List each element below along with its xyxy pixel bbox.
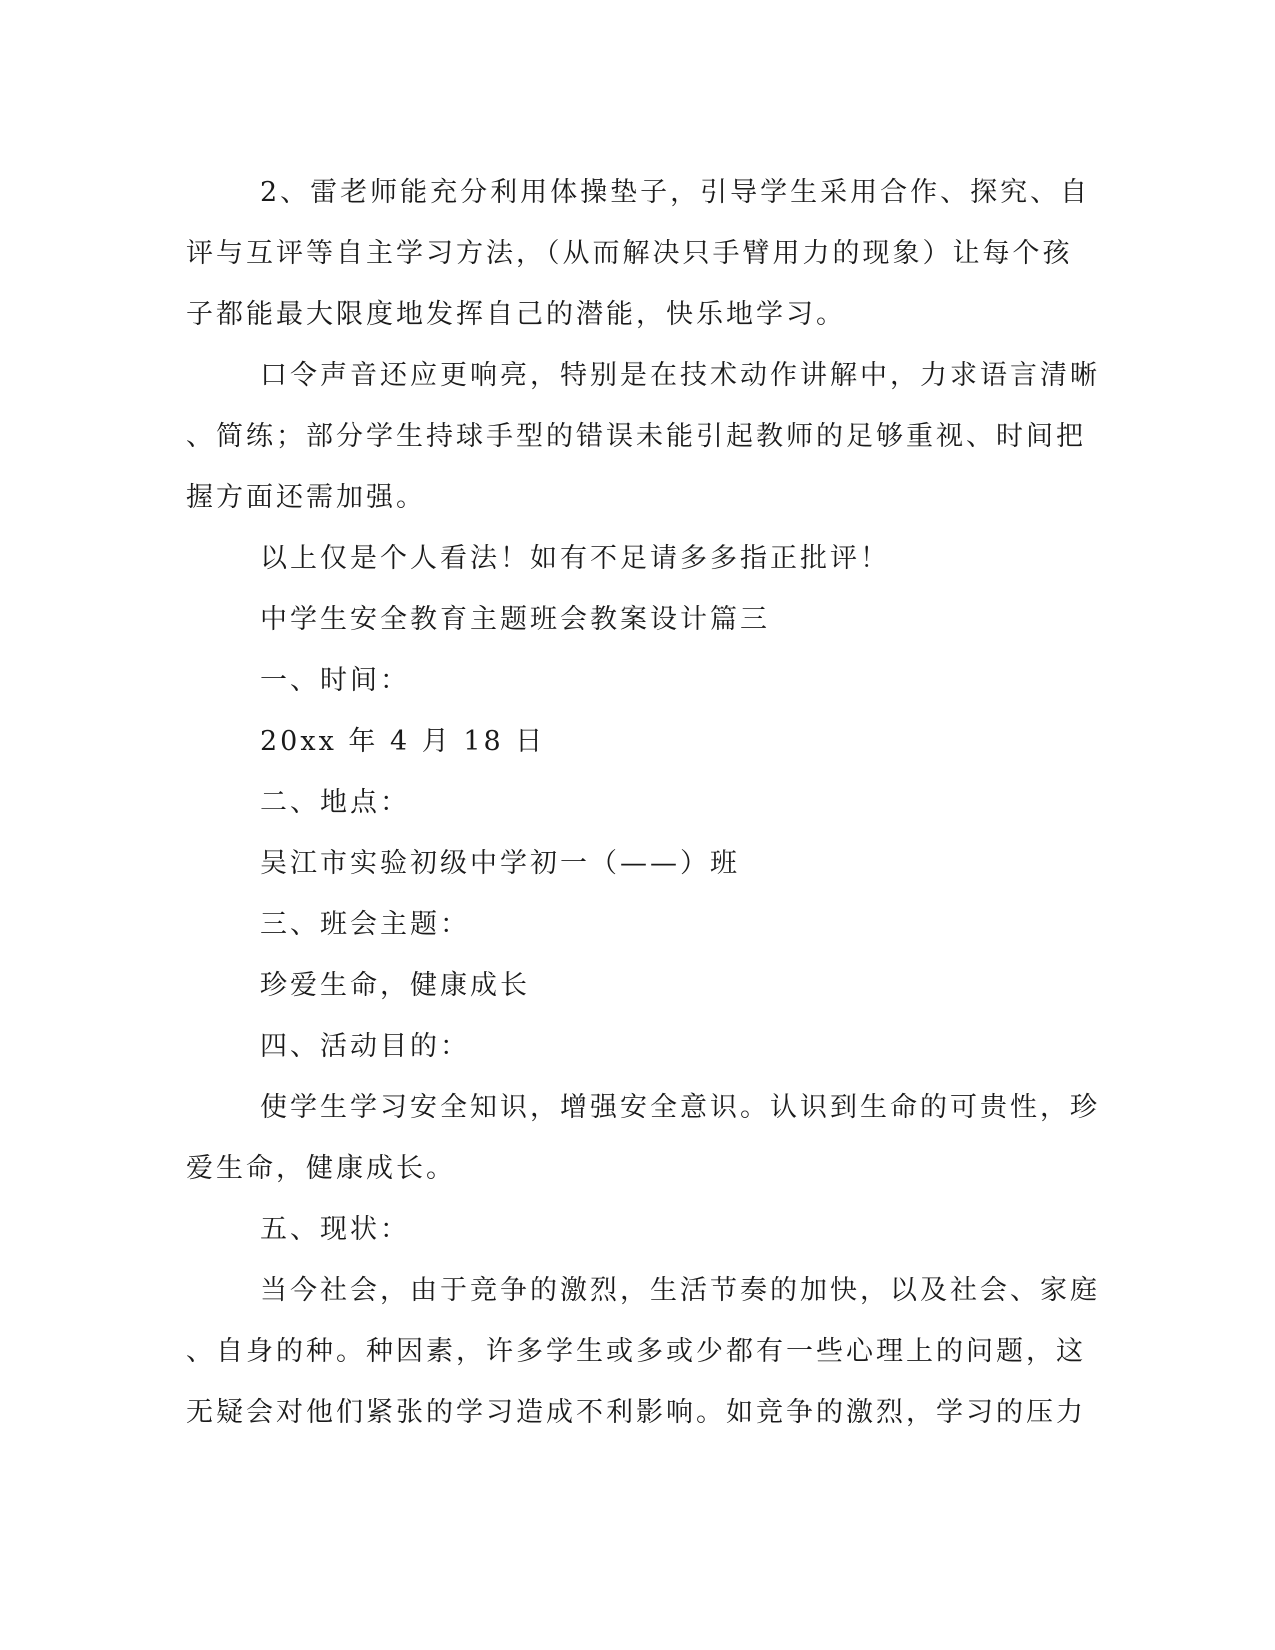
text-line: 三、班会主题：	[260, 909, 470, 940]
heading-location	[186, 772, 1066, 833]
text-line: 珍爱生命，健康成长	[260, 970, 530, 1001]
value-theme	[186, 955, 1066, 1016]
text-line: 当今社会，由于竞争的激烈，生活节奏的加快，以及社会、家庭	[260, 1275, 1100, 1306]
text-line: 使学生学习安全知识，增强安全意识。认识到生命的可贵性，珍	[260, 1092, 1100, 1123]
text-line: 子都能最大限度地发挥自己的潜能，快乐地学习。	[186, 299, 846, 330]
text-line: 握方面还需加强。	[186, 482, 426, 513]
document-body	[186, 162, 1100, 1443]
value-location	[186, 833, 1066, 894]
text-line: 中学生安全教育主题班会教案设计篇三	[260, 604, 770, 635]
text-line: 五、现状：	[260, 1214, 410, 1245]
value-date	[186, 711, 1066, 772]
text-line: 无疑会对他们紧张的学习造成不利影响。如竞争的激烈，学习的压力	[186, 1397, 1086, 1428]
text-line: 、简练；部分学生持球手型的错误未能引起教师的足够重视、时间把	[186, 421, 1086, 452]
text-line: 吴江市实验初级中学初一（——）班	[260, 848, 740, 879]
heading-status	[186, 1199, 1066, 1260]
text-line: 评与互评等自主学习方法，（从而解决只手臂用力的现象）让每个孩	[186, 238, 1073, 269]
text-line: 口令声音还应更响亮，特别是在技术动作讲解中，力求语言清晰	[260, 360, 1100, 391]
text-line: 二、地点：	[260, 787, 410, 818]
text-line: 2、雷老师能充分利用体操垫子，引导学生采用合作、探究、自	[260, 177, 1091, 208]
text-line: 一、时间：	[260, 665, 410, 696]
heading-time	[186, 650, 1066, 711]
text-line: 以上仅是个人看法！如有不足请多多指正批评！	[260, 543, 890, 574]
text-line: 20xx 年 4 月 18 日	[260, 726, 546, 757]
text-line: 、自身的种。种因素，许多学生或多或少都有一些心理上的问题，这	[186, 1336, 1086, 1367]
section-title	[186, 589, 1066, 650]
heading-purpose	[186, 1016, 1066, 1077]
paragraph-closing-remark	[186, 528, 1066, 589]
paragraph-status	[186, 1260, 1100, 1443]
heading-theme	[186, 894, 1066, 955]
text-line: 爱生命，健康成长。	[186, 1153, 456, 1184]
paragraph-improvement	[186, 345, 1100, 528]
paragraph-teacher-praise	[186, 162, 1091, 345]
text-line: 四、活动目的：	[260, 1031, 470, 1062]
paragraph-purpose	[186, 1077, 1100, 1199]
